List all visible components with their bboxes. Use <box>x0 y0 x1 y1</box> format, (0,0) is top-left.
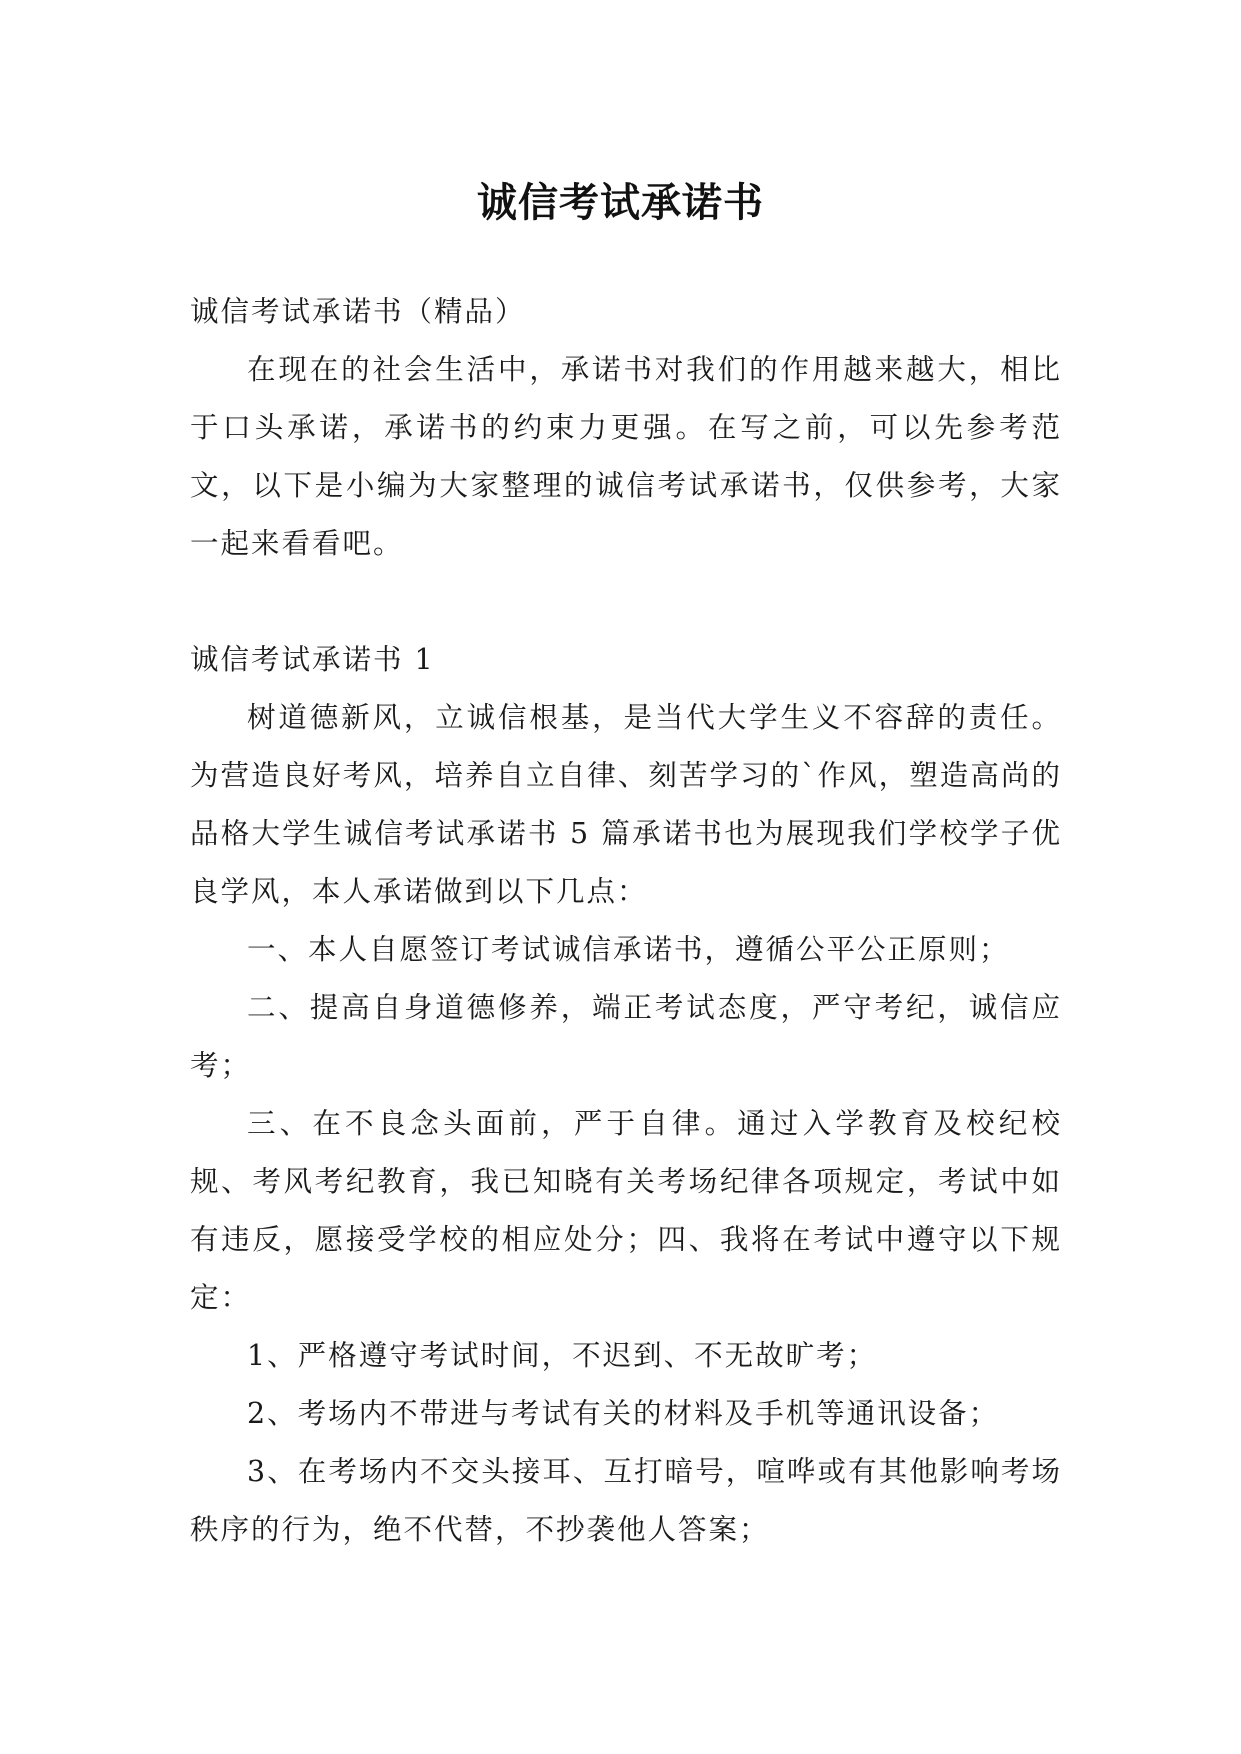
intro-paragraph: 在现在的社会生活中，承诺书对我们的作用越来越大，相比于口头承诺，承诺书的约束力更强。在写之前，可以先参考范文，以下是小编为大家整理的诚信考试承诺书，仅供参考，大家一起来看看吧。 <box>190 353 1062 560</box>
body-paragraph: 1、严格遵守考试时间，不迟到、不无故旷考； <box>247 1339 878 1372</box>
body-paragraph: 三、在不良念头面前，严于自律。通过入学教育及校纪校规、考风考纪教育，我已知晓有关考场纪律各项规定，考试中如有违反，愿接受学校的相应处分；四、我将在考试中遵守以下规定： <box>190 1107 1062 1314</box>
body-paragraph: 一、本人自愿签订考试诚信承诺书，遵循公平公正原则； <box>247 933 1010 966</box>
document-title: 诚信考试承诺书 <box>477 179 764 226</box>
body-paragraph: 3、在考场内不交头接耳、互打暗号，喧哗或有其他影响考场秩序的行为，绝不代替，不抄袭他人答案； <box>190 1455 1062 1546</box>
body-paragraph: 2、考场内不带进与考试有关的材料及手机等通讯设备； <box>247 1397 1000 1430</box>
body-paragraph: 树道德新风，立诚信根基，是当代大学生义不容辞的责任。为营造良好考风，培养自立自律、刻苦学习的`作风，塑造高尚的品格大学生诚信考试承诺书 5 篇承诺书也为展现我们学校学子优良学风，本人承诺做到以下几点： <box>190 701 1062 908</box>
document-subtitle: 诚信考试承诺书（精品） <box>190 295 526 328</box>
document-body <box>190 283 1062 1559</box>
body-paragraph: 二、提高自身道德修养，端正考试态度，严守考纪，诚信应考； <box>190 991 1062 1082</box>
paragraph-spacer <box>190 573 1062 631</box>
section-heading: 诚信考试承诺书 1 <box>190 643 435 676</box>
